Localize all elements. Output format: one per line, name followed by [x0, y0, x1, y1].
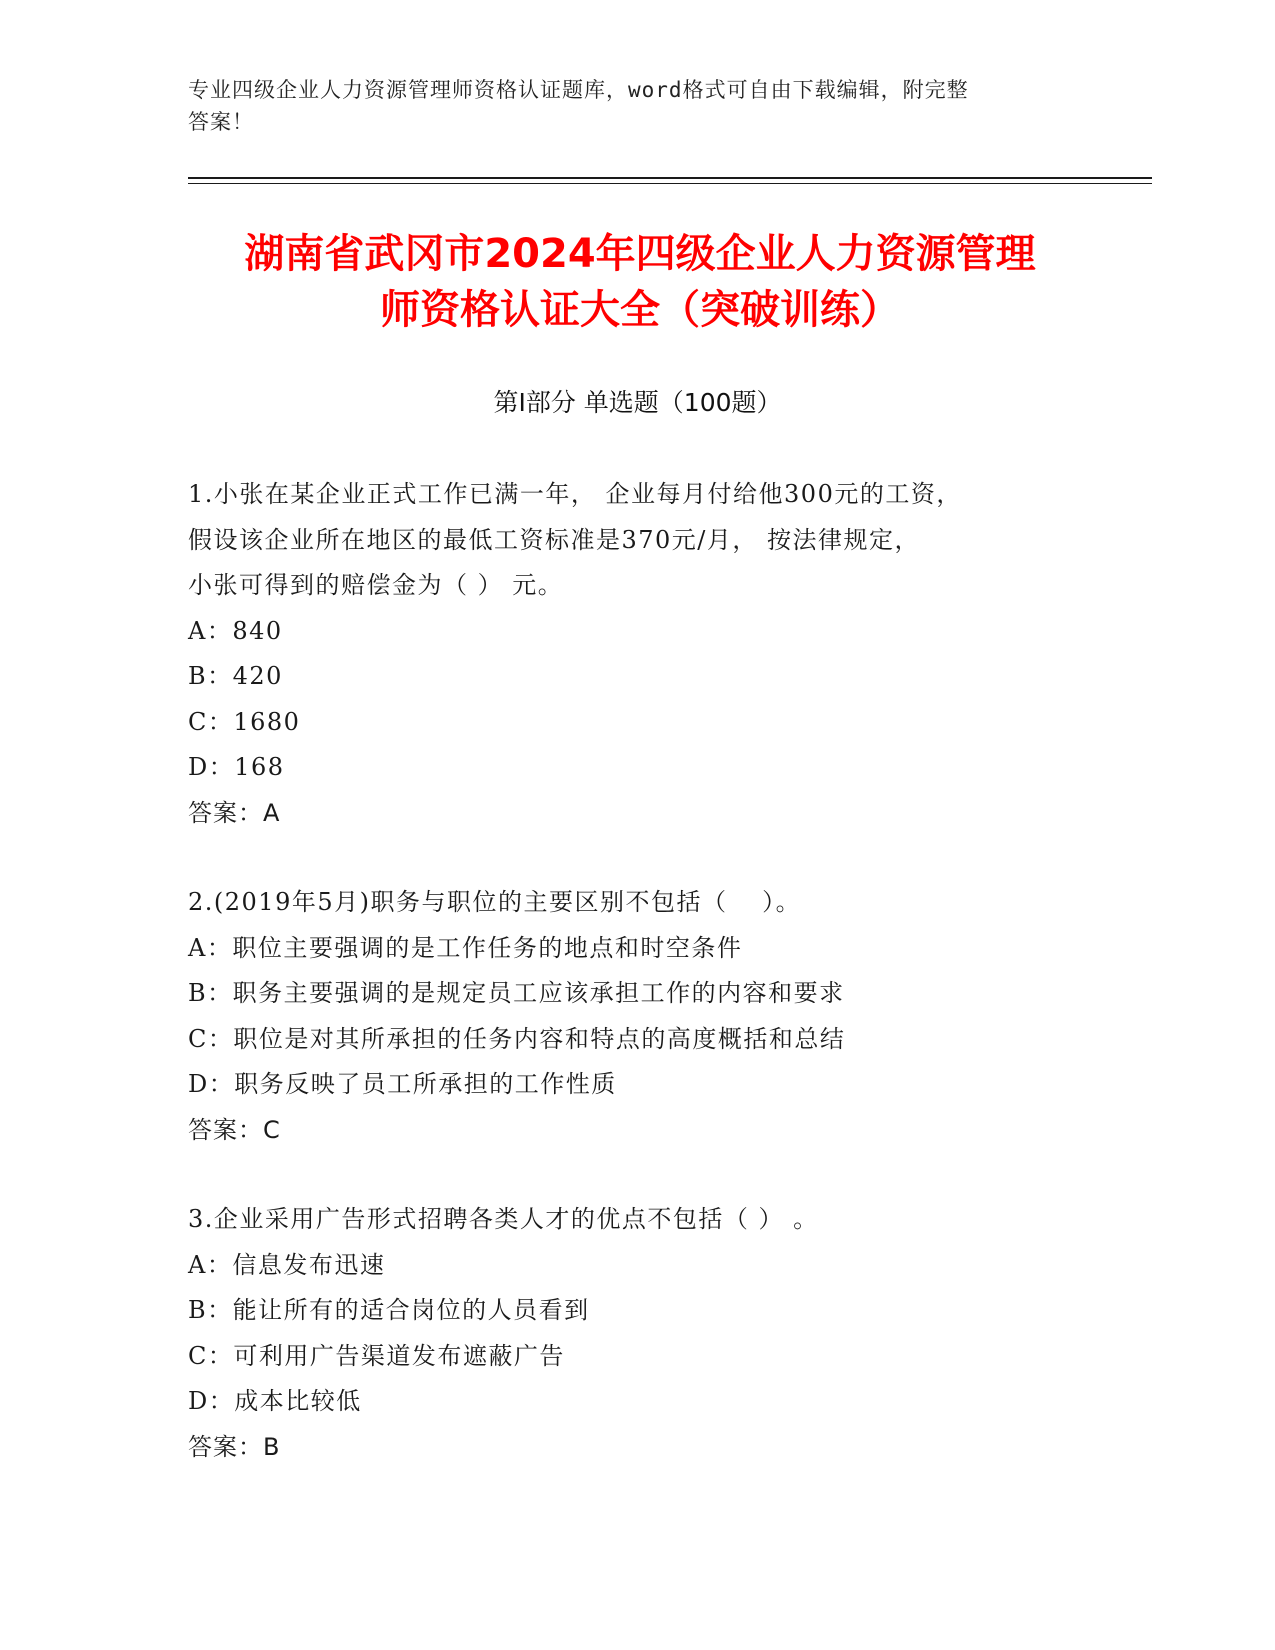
question-stem-line: 假设该企业所在地区的最低工资标准是370元/月， 按法律规定，	[188, 525, 921, 554]
option-b: B：420	[188, 662, 283, 690]
question-stem	[188, 1197, 1088, 1243]
answer: 答案：A	[188, 798, 281, 827]
option-d: D：职务反映了员工所承担的工作性质	[188, 1070, 617, 1098]
header-divider-thick	[188, 177, 1152, 179]
option-a: A：职位主要强调的是工作任务的地点和时空条件	[188, 933, 743, 962]
question-stem-line: 小张可得到的赔偿金为（ ） 元。	[188, 571, 564, 599]
option-c: C：可利用广告渠道发布遮蔽广告	[188, 1341, 565, 1370]
document-title-line-1: 湖南省武冈市2024年四级企业人力资源管理	[244, 231, 1036, 277]
question-stem-line: 3.企业采用广告形式招聘各类人才的优点不包括（ ） 。	[188, 1205, 819, 1233]
question-stem	[188, 880, 1088, 926]
document-title	[160, 226, 1120, 338]
option-a: A：信息发布迅速	[188, 1250, 386, 1279]
option-b: B：能让所有的适合岗位的人员看到	[188, 1296, 590, 1324]
option-d: D：成本比较低	[188, 1387, 362, 1415]
question-2	[188, 880, 1088, 1153]
option-c: C：1680	[188, 707, 301, 736]
document-title-line-2: 师资格认证大全（突破训练）	[380, 287, 900, 333]
question-1	[188, 472, 1088, 836]
header-note-line-2: 答案！	[188, 110, 254, 134]
header-note-line-1: 专业四级企业人力资源管理师资格认证题库，word格式可自由下载编辑，附完整	[188, 78, 969, 102]
option-a: A：840	[188, 616, 283, 645]
question-stem	[188, 472, 1088, 609]
question-stem-line: 2.(2019年5月)职务与职位的主要区别不包括（ ）。	[188, 888, 802, 916]
option-d: D：168	[188, 753, 285, 781]
header-note	[188, 74, 1068, 138]
option-b: B：职务主要强调的是规定员工应该承担工作的内容和要求	[188, 979, 845, 1007]
question-list	[188, 472, 1088, 1514]
question-stem-line: 1.小张在某企业正式工作已满一年， 企业每月付给他300元的工资，	[188, 480, 962, 508]
option-c: C：职位是对其所承担的任务内容和特点的高度概括和总结	[188, 1024, 846, 1053]
header-divider-thin	[188, 183, 1152, 184]
section-heading: 第Ⅰ部分 单选题（100题）	[493, 388, 782, 417]
answer: 答案：B	[188, 1432, 281, 1461]
question-3	[188, 1197, 1088, 1470]
answer: 答案：C	[188, 1115, 281, 1144]
